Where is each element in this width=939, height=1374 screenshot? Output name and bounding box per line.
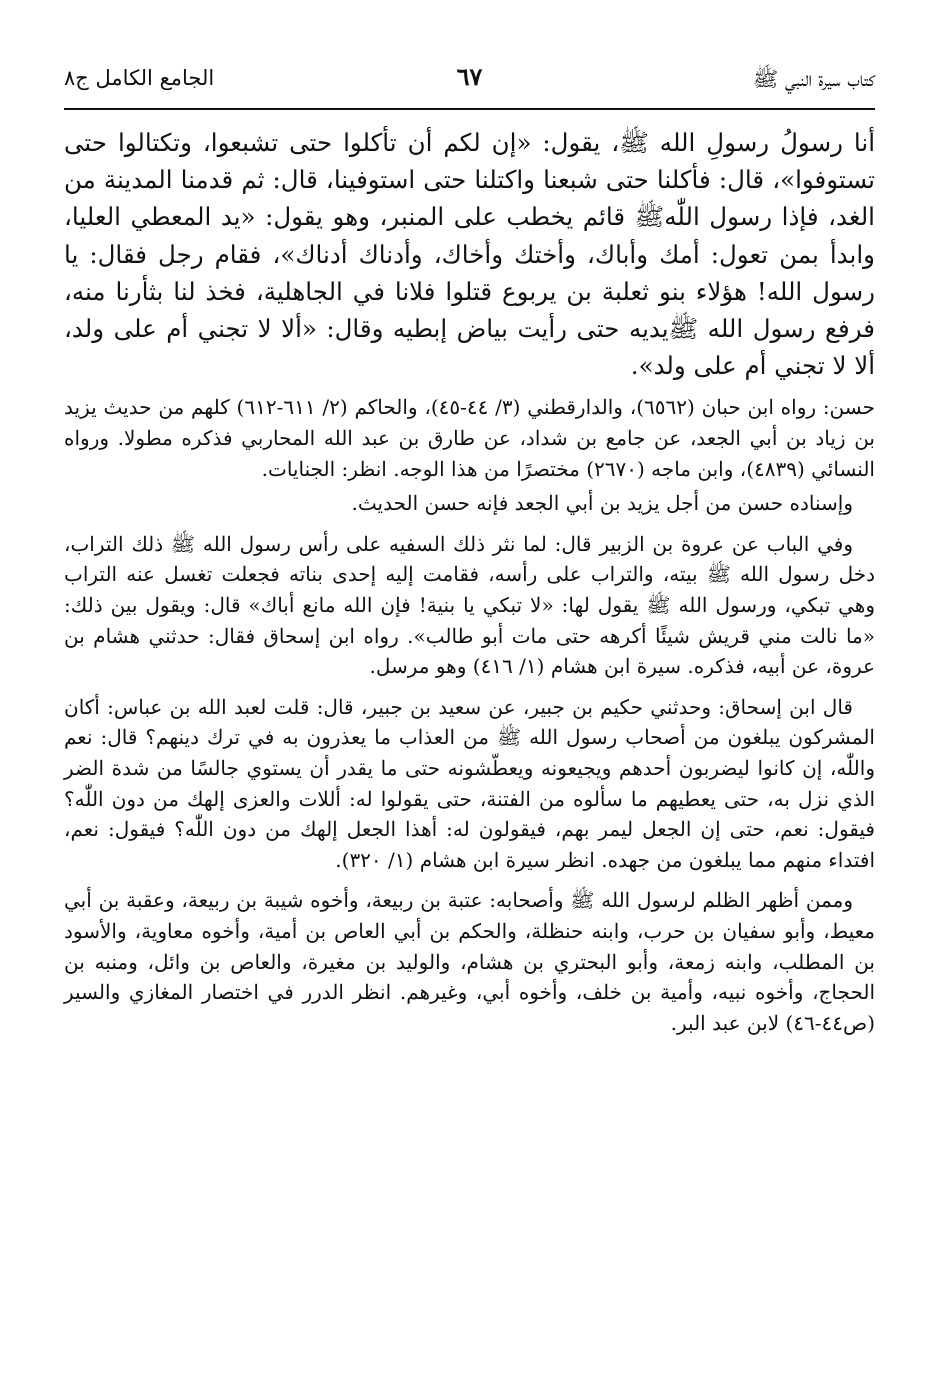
isnad-note: وإسناده حسن من أجل يزيد بن أبي الجعد فإنه حسن الحديث. [351, 491, 853, 516]
book-title: كتاب سيرة النبي ﷺ [752, 67, 875, 91]
urwah-narration: وفي الباب عن عروة بن الزبير قال: لما نثر ذلك السفيه على رأس رسول الله ﷺ ذلك التراب، دخل رسول الله ﷺ بيته، والتراب على رأسه، فقامت إليه إحدى بناته فجعلت تغسل عنه التراب وهي تبكي، ورسول الله ﷺ يقول لها: «لا تبكي يا بنية! فإن الله مانع أباك» قال: ويقول بين ذلك: «ما نالت مني قريش شيئًا أكرهه حتى مات أبو طالب». رواه ابن إسحاق فقال: حدثني هشام بن عروة، عن أبيه، فذكره. سيرة ابن هشام (١/ ٤١٦) وهو مرسل. [64, 531, 875, 679]
oppressors-list: وممن أظهر الظلم لرسول الله ﷺ وأصحابه: عتبة بن ربيعة، وأخوه شيبة بن ربيعة، وعقبة بن أبي معيط، وأبو سفيان بن حرب، وابنه حنظلة، والحكم بن أبي العاص بن أمية، وأخوه معاوية، والأسود بن المطلب، وابنه زمعة، وأبو البحتري بن هشام، والوليد بن مغيرة، والعاص بن وائل، ومنبه بن الحجاج، وأخوه نبيه، وأمية بن خلف، وأخوه أبي، وغيرهم. انظر الدرر في اختصار المغازي والسير (ص٤٤-٤٦) لابن عبد البر. [64, 888, 876, 1035]
hadith-text: أنا رسولُ رسولِ الله ﷺ، يقول: «إن لكم أن تأكلوا حتى تشبعوا، وتكتالوا حتى تستوفوا»، قال: فأكلنا حتى شبعنا واكتلنا حتى استوفينا، قال: ثم قدمنا المدينة من الغد، فإذا رسول اللّٰهﷺ قائم يخطب على المنبر، وهو يقول: «يد المعطي العليا، وابدأ بمن تعول: أمك وأباك، وأختك وأخاك، وأدناك أدناك»، فقام رجل فقال: يا رسول الله! هؤلاء بنو ثعلبة بن يربوع قتلوا فلانا في الجاهلية، فخذ لنا بثأرنا منه، فرفع رسول الله ﷺيديه حتى رأيت بياض إبطيه وقال: «ألا لا تجني أم على ولد، ألا لا تجني أم على ولد». [64, 128, 875, 381]
ibn-ishaq-narration: قال ابن إسحاق: وحدثني حكيم بن جبير، عن سعيد بن جبير، قال: قلت لعبد الله بن عباس: أكان المشركون يبلغون من أصحاب رسول الله ﷺ من العذاب ما يعذرون به في ترك دينهم؟ قال: نعم واللّٰه، إن كانوا ليضربون أحدهم ويجيعونه ويعطّشونه حتى ما يقدر أن يستوي جالسًا من شدة الضر الذي نزل به، حتى يعطيهم ما سألوه من الفتنة، حتى يقولوا له: أللات والعزى إلهك من دون اللّٰه؟ فيقول: نعم، حتى إن الجعل ليمر بهم، فيقولون له: أهذا الجعل إلهك من دون اللّٰه؟ فيقول: نعم، افتداء منهم مما يبلغون من جهده. انظر سيرة ابن هشام (١/ ٣٢٠). [64, 694, 875, 872]
page-header [64, 62, 875, 98]
volume-title: الجامع الكامل ج٨ [64, 66, 215, 90]
page-content [64, 124, 875, 1042]
takhrij-note: حسن: رواه ابن حبان (٦٥٦٢)، والدارقطني (٣/ ٤٤-٤٥)، والحاكم (٢/ ٦١١-٦١٢) كلهم من حديث يزيد بن زياد بن أبي الجعد، عن جامع بن شداد، عن طارق بن عبد الله المحاربي فذكره مطولا. ورواه النسائي (٤٨٣٩)، وابن ماجه (٢٦٧٠) مختصرًا من هذا الوجه. انظر: الجنايات. [64, 395, 875, 481]
page-number: ٦٧ [456, 62, 483, 91]
header-divider [64, 108, 875, 110]
